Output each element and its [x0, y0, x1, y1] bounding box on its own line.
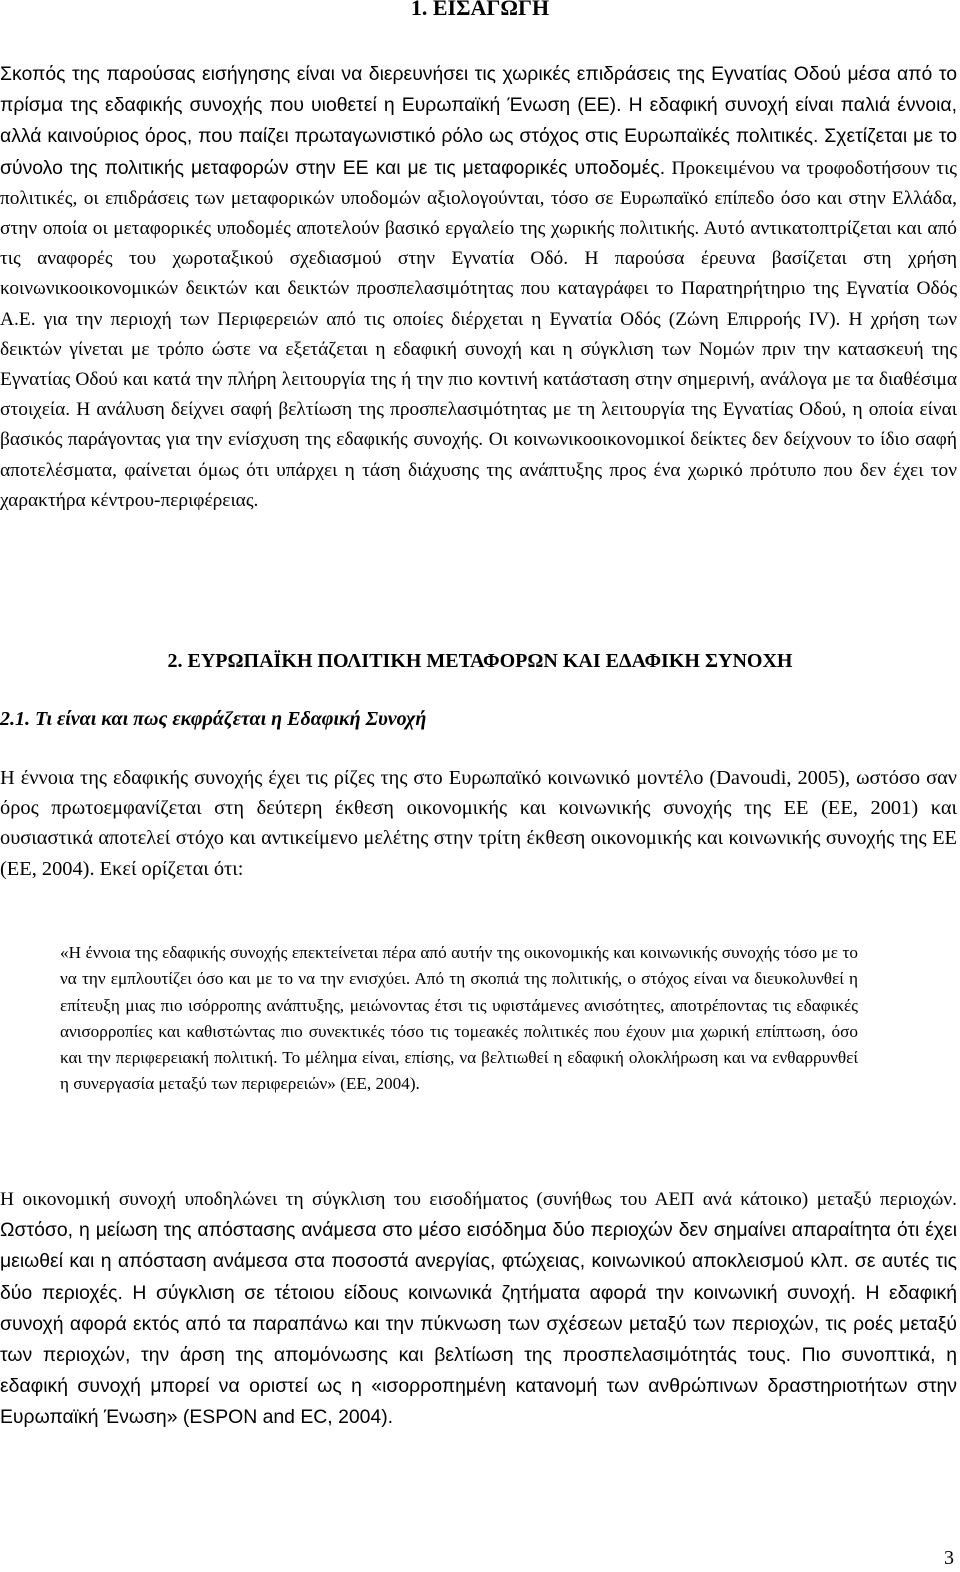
page-number: 3: [944, 1547, 954, 1569]
eu-definition-quote: «Η έννοια της εδαφικής συνοχής επεκτείνεται πέρα από αυτήν της οικονομικής και κοινωνικής συνοχής τόσο με το να την εμπλουτίζει όσο και με το να την ενισχύει. Από τη σκοπιά της πολιτικής, ο στόχος είναι να διευκολυνθεί η επίτευξη μιας πιο ισόρροπης ανάπτυξης, μειώνοντας έτσι τις υφιστάμενες ανισότητες, αποτρέποντας τις εδαφικές ανισορροπίες και καθιστώντας πιο συνεκτικές τόσο τις τομεακές πολιτικές που έχουν μια χωρική επίπτωση, όσο και την περιφερειακή πολιτική. Το μέλημα είναι, επίσης, να βελτιωθεί η εδαφική ολοκλήρωση και να ενθαρρυνθεί η συνεργασία μεταξύ των περιφερειών» (ΕΕ, 2004).: [60, 943, 858, 1094]
section-2-1-subheading: 2.1. Τι είναι και πως εκφράζεται η Εδαφική Συνοχή: [0, 708, 427, 730]
economic-cohesion-sans-part: Ωστόσο, η μείωση της απόστασης ανάμεσα στο μέσο εισόδημα δύο περιοχών δεν σημαίνει απαραίτητα ότι έχει μειωθεί και η απόσταση ανάμεσα στα ποσοστά ανεργίας, φτώχειας, κοινωνικού αποκλεισμού κλπ. σε αυτές τις δύο περιοχές. Η σύγκλιση σε τέτοιου είδους κοινωνικά ζητήματα αφορά την κοινωνική συνοχή. Η εδαφική συνοχή αφορά εκτός από τα παραπάνω και την πύκνωση των σχέσεων μεταξύ των περιοχών, τις ροές μεταξύ των περιοχών, την άρση της απομόνωσης και βελτίωση της προσπελασιμότητάς τους. Πιο συνοπτικά, η εδαφική συνοχή μπορεί να οριστεί ως η «ισορροπημένη κατανομή των ανθρώπινων δραστηριοτήτων στην Ευρωπαϊκή Ένωση» (ESPON and EC, 2004).: [0, 1219, 957, 1429]
section-2-heading: 2. ΕΥΡΩΠΑΪΚΗ ΠΟΛΙΤΙΚΗ ΜΕΤΑΦΟΡΩΝ ΚΑΙ ΕΔΑΦΙΚΗ ΣΥΝΟΧΗ: [167, 650, 793, 672]
section-1-heading: 1. ΕΙΣΑΓΩΓΗ: [410, 0, 550, 20]
intro-paragraph-serif-part: Προκειμένου να τροφοδοτήσουν τις πολιτικές, οι επιδράσεις των μεταφορικών υποδομών αξιολογούνται, τόσο σε Ευρωπαϊκό επίπεδο όσο και στην Ελλάδα, στην οποία οι μεταφορικές υποδομές αποτελούν βασικό εργαλείο της χωρικής πολιτικής. Αυτό αντικατοπτρίζεται και από τις αναφορές του χωροταξικού σχεδιασμού στην Εγνατία Οδό. Η παρούσα έρευνα βασίζεται στη χρήση κοινωνικοοικονομικών δεικτών και δεικτών προσπελασιμότητας που καταγράφει το Παρατηρήτηριο της Εγνατία Οδός Α.Ε. για την περιοχή των Περιφερειών από τις οποίες διέρχεται η Εγνατία Οδός (Ζώνη Επιρροής IV). Η χρήση των δεικτών γίνεται με τρόπο ώστε να εξετάζεται η εδαφική συνοχή και η σύγκλιση των Νομών πριν την κατασκευή της Εγνατίας Οδού και κατά την πλήρη λειτουργία της ή την πιο κοντινή κατάσταση στην σημερινή, ανάλογα με τα διαθέσιμα στοιχεία. Η ανάλυση δείχνει σαφή βελτίωση της προσπελασιμότητας με τη λειτουργία της Εγνατίας Οδού, η οποία είναι βασικός παράγοντας για την ενίσχυση της εδαφικής συνοχής. Οι κοινωνικοοικονομικοί δείκτες δεν δείχνουν το ίδιο σαφή αποτελέσματα, φαίνεται όμως ότι υπάρχει η τάση διάχυσης της ανάπτυξης προς ένα χωρικό πρότυπο που δεν έχει τον χαρακτήρα κέντρου-περιφέρειας.: [0, 157, 957, 511]
economic-cohesion-serif-part: Η οικονομική συνοχή υποδηλώνει τη σύγκλιση του εισοδήματος (συνήθως του ΑΕΠ ανά κάτοικο) μεταξύ περιοχών.: [0, 1189, 957, 1210]
economic-cohesion-paragraph: [0, 1184, 957, 1434]
cohesion-definition-paragraph: Η έννοια της εδαφικής συνοχής έχει τις ρίζες της στο Ευρωπαϊκό κοινωνικό μοντέλο (Davoudi, 2005), ωστόσο σαν όρος πρωτοεμφανίζεται στη δεύτερη έκθεση οικονομικής και κοινωνικής συνοχής της ΕΕ (ΕΕ, 2001) και ουσιαστικά αποτελεί στόχο και αντικείμενο μελέτης στην τρίτη έκθεση οικονομικής και κοινωνικής συνοχής της ΕΕ (ΕΕ, 2004). Εκεί ορίζεται ότι:: [0, 767, 957, 880]
intro-paragraph-sans-part: Σκοπός της παρούσας εισήγησης είναι να διερευνήσει τις χωρικές επιδράσεις της Εγνατίας Οδού μέσα από το πρίσμα της εδαφικής συνοχής που υιοθετεί η Ευρωπαϊκή Ένωση (ΕΕ). Η εδαφική συνοχή είναι παλιά έννοια, αλλά καινούριος όρος, που παίζει πρωταγωνιστικό ρόλο ως στόχος στις Ευρωπαϊκές πολιτικές. Σχετίζεται με το σύνολο της πολιτικής μεταφορών στην ΕΕ και με τις μεταφορικές υποδομές.: [0, 63, 957, 179]
intro-paragraph: [0, 59, 957, 516]
